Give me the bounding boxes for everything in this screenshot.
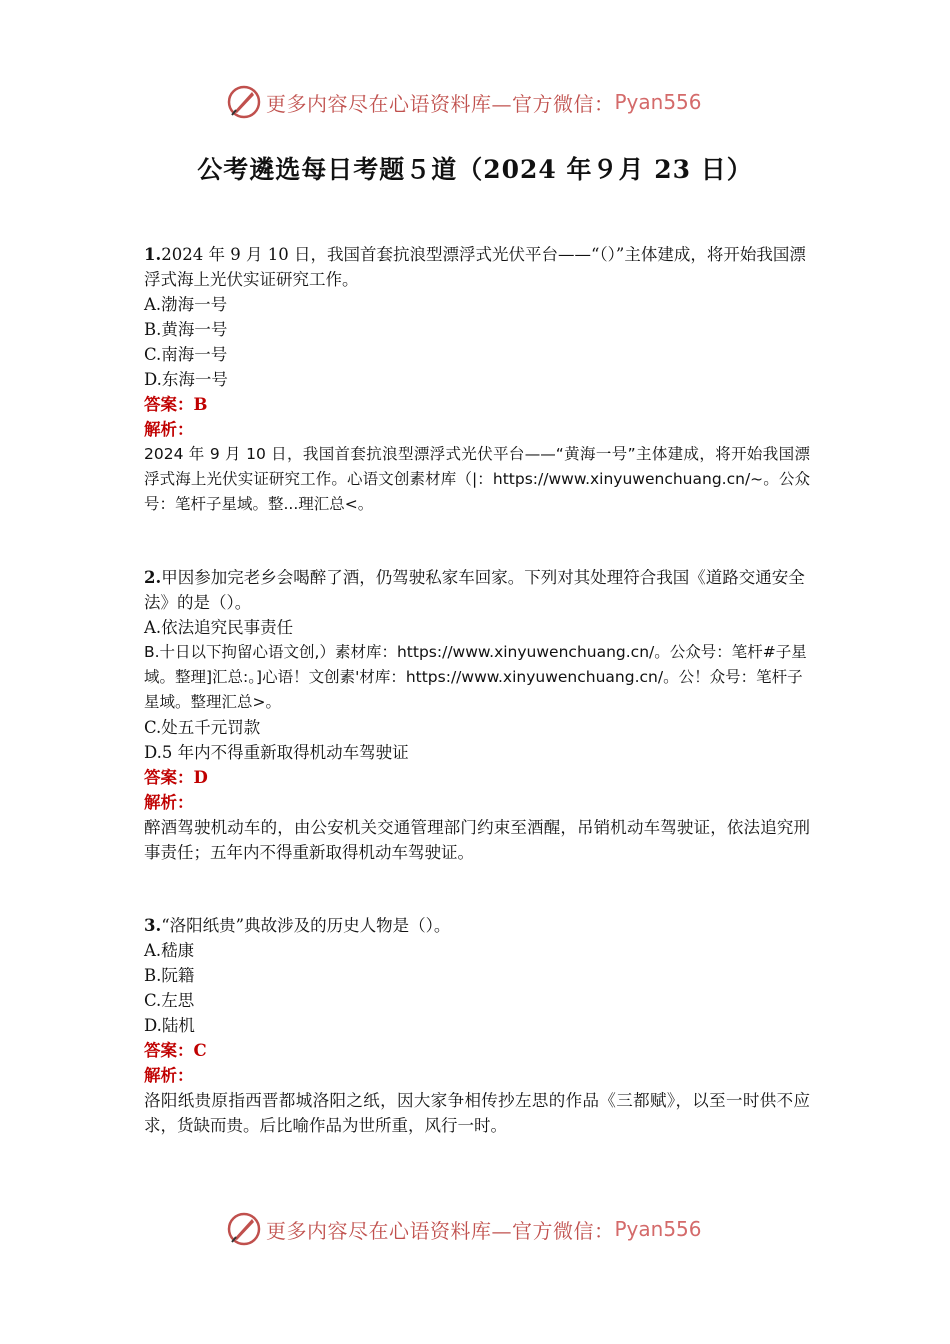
option-b: B.黄海一号 — [144, 320, 228, 339]
option-d: D.陆机 — [144, 1016, 195, 1035]
option-c: C.南海一号 — [144, 345, 228, 364]
footer-banner — [226, 1209, 726, 1249]
analysis-label: 解析： — [144, 420, 194, 439]
option-d: D.5 年内不得重新取得机动车驾驶证 — [144, 743, 409, 762]
analysis-label: 解析： — [144, 793, 194, 812]
answer: 答案：D — [144, 768, 208, 787]
question-2 — [144, 565, 810, 865]
banner-wechat-id: Pyan556 — [614, 90, 702, 114]
analysis-text: 醉酒驾驶机动车的，由公安机关交通管理部门约束至酒醒，吊销机动车驾驶证，依法追究刑事责任；五年内不得重新取得机动车驾驶证。 — [144, 818, 810, 862]
option-d: D.东海一号 — [144, 370, 228, 389]
question-stem: 2024 年 9 月 10 日，我国首套抗浪型漂浮式光伏平台——“（）”主体建成，将开始我国漂浮式海上光伏实证研究工作。 — [144, 245, 806, 289]
option-a: A.嵇康 — [144, 941, 195, 960]
question-3 — [144, 913, 810, 1138]
question-list — [144, 242, 810, 1138]
analysis-text: 洛阳纸贵原指西晋都城洛阳之纸，因大家争相传抄左思的作品《三都赋》，以至一时供不应求，货缺而贵。后比喻作品为世所重，风行一时。 — [144, 1091, 810, 1135]
option-a: A.依法追究民事责任 — [144, 618, 294, 637]
page-title: 公考遴选每日考题５道（2024 年９月 23 日） — [197, 155, 753, 184]
option-c: C.左思 — [144, 991, 195, 1010]
option-c: C.处五千元罚款 — [144, 718, 261, 737]
banner-text: 更多内容尽在心语资料库—官方微信： — [266, 91, 615, 116]
analysis-text: 2024 年 9 月 10 日，我国首套抗浪型漂浮式光伏平台——“黄海一号”主体建成，将开始我国漂浮式海上光伏实证研究工作。心语文创素材库（|：https://www.xinyuwenchuang.cn/~。公众号：笔杆子星域。整...理汇总<。 — [144, 445, 810, 513]
question-1 — [144, 242, 810, 517]
question-number: 2. — [144, 568, 162, 587]
question-number: 1. — [144, 245, 162, 264]
answer: 答案：C — [144, 1041, 207, 1060]
quill-logo-icon — [226, 84, 262, 120]
question-stem: 甲因参加完老乡会喝醉了酒，仍驾驶私家车回家。下列对其处理符合我国《道路交通安全法》的是（）。 — [144, 568, 805, 612]
option-b: B.十日以下拘留心语文创,）素材库：https://www.xinyuwenchuang.cn/。公众号：笔杆#子星域。整理]汇总:。]心语！文创素'材库：https://www.xinyuwenchuang.cn/。公！众号：笔杆子星域。整理汇总>。 — [144, 643, 807, 711]
banner-text: 更多内容尽在心语资料库—官方微信： — [266, 1218, 615, 1243]
question-stem: “洛阳纸贵”典故涉及的历史人物是（）。 — [161, 916, 451, 935]
answer: 答案：B — [144, 395, 208, 414]
header-banner — [226, 82, 726, 122]
analysis-label: 解析： — [144, 1066, 194, 1085]
option-a: A.渤海一号 — [144, 295, 228, 314]
quill-logo-icon — [226, 1211, 262, 1247]
question-number: 3. — [144, 916, 162, 935]
option-b: B.阮籍 — [144, 966, 195, 985]
banner-wechat-id: Pyan556 — [614, 1217, 702, 1241]
